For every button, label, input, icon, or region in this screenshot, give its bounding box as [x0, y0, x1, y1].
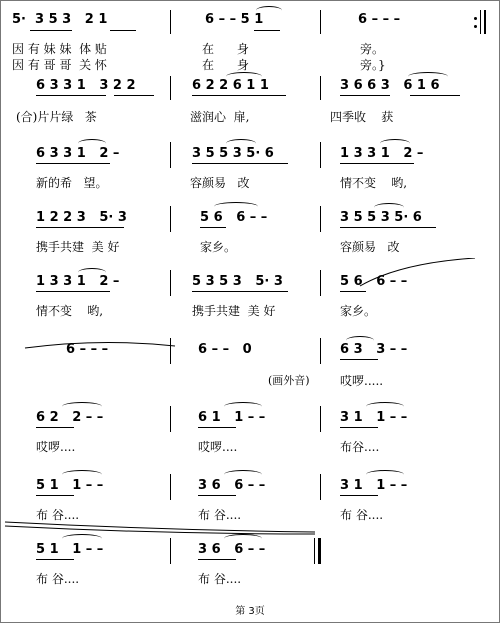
- lyric-line: 布 谷....: [36, 572, 80, 586]
- system-7: [0, 404, 500, 460]
- long-slur: [330, 258, 480, 288]
- barline: [170, 406, 171, 432]
- barline: [320, 474, 321, 500]
- barline: [320, 270, 321, 296]
- measure-note: 3 1 1 – –: [340, 478, 408, 493]
- barline: [320, 406, 321, 432]
- lyric-line: 容颜易 改: [190, 176, 250, 190]
- lyric-line: 哎啰....: [198, 440, 238, 454]
- barline: [320, 10, 321, 34]
- measure-note: 1 2 2 3 5· 3: [36, 210, 127, 225]
- measure-note: 3 6 6 – –: [198, 478, 266, 493]
- lyric-line: 哎啰....: [36, 440, 76, 454]
- lyric-line: 家乡。: [340, 304, 377, 318]
- barline: [170, 206, 171, 232]
- barline: [320, 142, 321, 168]
- measure-note: 5 1 1 – –: [36, 542, 104, 557]
- repeat-dot: [474, 25, 477, 28]
- lyric-line: 情不变 哟,: [36, 304, 104, 318]
- beam-underline: [198, 427, 236, 428]
- page-number: 第 3页: [235, 606, 265, 617]
- slur: [226, 72, 262, 81]
- measure-note: 3 5 5 3 5· 6: [340, 210, 422, 225]
- beam-underline: [30, 30, 72, 31]
- barline: [320, 206, 321, 232]
- slur: [374, 203, 404, 212]
- lyric-line: 布 谷....: [198, 572, 242, 586]
- barline: [170, 142, 171, 168]
- barline: [170, 76, 171, 100]
- system-4: [0, 206, 500, 264]
- lyric-line: 滋润心 扉,: [190, 110, 250, 124]
- system-6: [0, 338, 500, 394]
- measure-note: 1 3 3 1 2 –: [340, 146, 424, 161]
- lyric-line: 旁。: [360, 42, 385, 56]
- measure-note: 5 1 1 – –: [36, 478, 104, 493]
- barline: [320, 338, 321, 364]
- beam-underline: [36, 495, 74, 496]
- slur: [224, 470, 262, 479]
- slur: [408, 72, 448, 81]
- slur: [226, 139, 256, 148]
- barline: [170, 270, 171, 296]
- repeat-barline: [480, 10, 481, 34]
- measure-note: 5 6 6 – –: [200, 210, 268, 225]
- measure-note: 6 – – –: [66, 342, 109, 357]
- measure-note: 1 3 3 1 2 –: [36, 274, 120, 289]
- system-1: [0, 10, 500, 76]
- measure-note: 6 3 3 1 3 2 2: [36, 78, 136, 93]
- beam-underline: [36, 163, 110, 164]
- measure-note: 6 3 3 1 2 –: [36, 146, 120, 161]
- slur: [366, 470, 404, 479]
- measure-note: 6 – – 0: [198, 342, 252, 357]
- measure-note: 6 1 1 – –: [198, 410, 266, 425]
- beam-underline: [192, 163, 288, 164]
- beam-underline: [36, 291, 110, 292]
- slur: [62, 534, 102, 543]
- slur: [366, 402, 404, 411]
- lyric-line: 新的希 望。: [36, 176, 108, 190]
- barline: [170, 10, 171, 34]
- beam-underline: [340, 227, 436, 228]
- beam-underline: [340, 359, 378, 360]
- lyric-line: 因 有 妹 妹 体 贴: [12, 42, 107, 56]
- lyric-line: 携手共建 美 好: [192, 304, 276, 318]
- lyric-line: 情不变 哟,: [340, 176, 408, 190]
- lyric-line: 在 身: [202, 42, 249, 56]
- slur: [256, 6, 282, 15]
- measure-note: 3 1 1 – –: [340, 410, 408, 425]
- beam-underline: [36, 95, 106, 96]
- measure-note: 3 6 6 – –: [198, 542, 266, 557]
- system-3: [0, 142, 500, 200]
- slur: [62, 402, 102, 411]
- barline: [320, 76, 321, 100]
- lyric-line: 携手共建 美 好: [36, 240, 120, 254]
- beam-underline: [340, 291, 366, 292]
- beam-underline: [198, 495, 236, 496]
- repeat-barline: [484, 10, 486, 34]
- system-5: [0, 268, 500, 326]
- barline: [170, 538, 171, 564]
- lyric-line: 容颜易 改: [340, 240, 400, 254]
- lyric-line: 旁。}: [360, 58, 386, 72]
- slur: [224, 402, 262, 411]
- beam-underline: [340, 163, 414, 164]
- beam-underline: [36, 427, 74, 428]
- lyric-line: (画外音): [268, 374, 310, 387]
- measure-note: 5 3 5 3 5· 3: [192, 274, 283, 289]
- lyric-line: 布谷....: [340, 440, 380, 454]
- beam-underline: [410, 95, 460, 96]
- measure-note: 6 3 3 – –: [340, 342, 408, 357]
- lyric-line: 布 谷....: [340, 508, 384, 522]
- slur: [380, 139, 410, 148]
- beam-underline: [340, 95, 390, 96]
- beam-underline: [192, 95, 286, 96]
- measure-note: 5· 3 5 3 2 1: [12, 12, 108, 27]
- beam-underline: [192, 291, 288, 292]
- slur: [346, 336, 374, 345]
- beam-underline: [200, 227, 226, 228]
- lyric-line: 哎啰.....: [340, 374, 384, 388]
- lyric-line: 因 有 哥 哥 关 怀: [12, 58, 107, 72]
- system-9: [0, 536, 500, 588]
- slur: [78, 268, 106, 277]
- final-barline: [314, 538, 315, 564]
- measure-note: 6 – – 5 1: [205, 12, 264, 27]
- measure-note: 3 6 6 3 6 1 6: [340, 78, 440, 93]
- beam-underline: [36, 227, 124, 228]
- beam-underline: [198, 559, 236, 560]
- measure-note: 6 2 2 6 1 1: [192, 78, 269, 93]
- beam-underline: [254, 30, 280, 31]
- beam-underline: [110, 30, 136, 31]
- beam-underline: [36, 559, 74, 560]
- barline: [170, 474, 171, 500]
- measure-note: 6 2 2 – –: [36, 410, 104, 425]
- repeat-dot: [474, 17, 477, 20]
- system-8: [0, 472, 500, 524]
- measure-note: 5 6 6 – –: [340, 274, 408, 289]
- slur: [214, 202, 258, 211]
- beam-underline: [114, 95, 154, 96]
- slur: [224, 534, 262, 543]
- lyric-line: 四季收 获: [330, 110, 394, 124]
- lyric-line: 布 谷....: [198, 508, 242, 522]
- slur: [62, 470, 102, 479]
- lyric-line: 在 身: [202, 58, 249, 72]
- system-2: [0, 78, 500, 136]
- beam-underline: [340, 427, 378, 428]
- beam-underline: [340, 495, 378, 496]
- barline: [170, 338, 171, 364]
- lyric-line: 家乡。: [200, 240, 237, 254]
- lyric-line: 布 谷....: [36, 508, 80, 522]
- slur: [78, 139, 106, 148]
- final-barline: [318, 538, 321, 564]
- measure-note: 6 – – –: [358, 12, 401, 27]
- measure-note: 3 5 5 3 5· 6: [192, 146, 274, 161]
- lyric-line: (合)片片绿 茶: [16, 110, 97, 124]
